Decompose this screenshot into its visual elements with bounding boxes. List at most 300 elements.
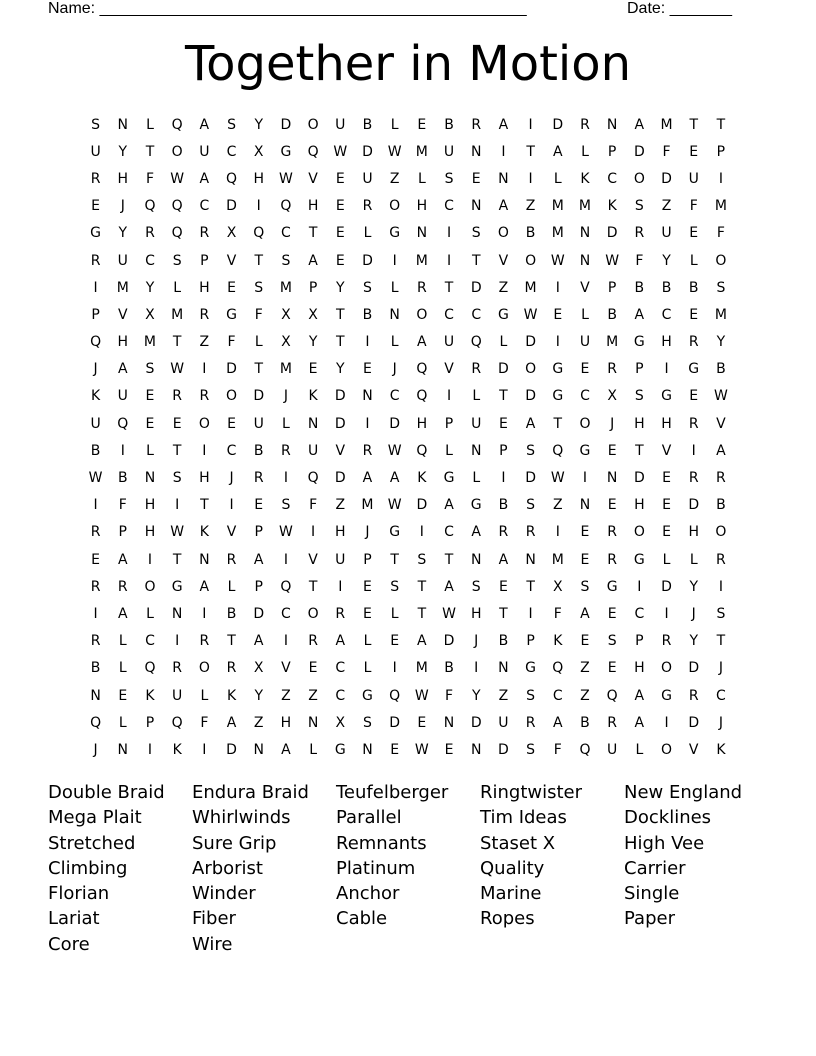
grid-letter: Q xyxy=(416,442,428,459)
grid-letter: S xyxy=(227,116,236,133)
grid-letter: F xyxy=(662,143,671,160)
grid-letter: Z xyxy=(199,334,210,351)
grid-letter: R xyxy=(661,633,672,650)
word-list-item: High Vee xyxy=(624,832,705,854)
grid-letter: X xyxy=(253,143,264,160)
grid-letter: X xyxy=(226,225,237,242)
grid-letter: S xyxy=(363,279,372,296)
grid-letter: Q xyxy=(117,415,129,432)
grid-letter: T xyxy=(444,279,454,296)
grid-letter: H xyxy=(661,334,672,351)
grid-letter: W xyxy=(605,252,620,269)
grid-letter: T xyxy=(227,633,236,650)
grid-letter: I xyxy=(528,605,533,622)
grid-letter: L xyxy=(390,279,399,296)
grid-letter: M xyxy=(415,660,428,677)
grid-letter: K xyxy=(553,633,563,650)
grid-letter: T xyxy=(145,143,155,160)
grid-letter: N xyxy=(389,306,400,323)
grid-row xyxy=(82,329,735,356)
grid-letter: G xyxy=(171,578,183,595)
grid-letter: L xyxy=(146,605,154,622)
word-list-item: Ropes xyxy=(480,908,535,930)
grid-letter: X xyxy=(253,660,264,677)
grid-letter: R xyxy=(199,388,210,405)
grid-letter: R xyxy=(199,225,210,242)
grid-letter: P xyxy=(444,415,454,432)
grid-letter: K xyxy=(145,687,155,704)
grid-letter: T xyxy=(390,551,399,568)
grid-letter: J xyxy=(610,415,615,432)
grid-letter: G xyxy=(525,660,537,677)
grid-letter: R xyxy=(226,551,237,568)
grid-letter: N xyxy=(362,741,373,758)
grid-letter: G xyxy=(579,442,591,459)
grid-letter: A xyxy=(552,143,563,160)
grid-letter: U xyxy=(607,741,618,758)
grid-letter: P xyxy=(607,143,617,160)
grid-letter: U xyxy=(307,442,319,459)
grid-letter: R xyxy=(362,442,373,459)
grid-letter: T xyxy=(526,578,535,595)
grid-letter: S xyxy=(471,578,481,595)
grid-letter: E xyxy=(308,660,318,677)
grid-letter: U xyxy=(199,143,210,160)
grid-letter: E xyxy=(335,225,345,242)
grid-letter: Q xyxy=(470,334,482,351)
grid-letter: P xyxy=(200,252,209,269)
grid-row xyxy=(82,247,735,274)
grid-letter: T xyxy=(308,225,318,242)
grid-letter: B xyxy=(444,116,454,133)
grid-letter: H xyxy=(199,470,210,487)
grid-letter: O xyxy=(198,415,210,432)
grid-letter: Y xyxy=(471,687,481,704)
grid-letter: P xyxy=(145,714,155,731)
grid-letter: A xyxy=(444,497,454,514)
grid-letter: A xyxy=(634,306,645,323)
grid-letter: P xyxy=(118,524,127,541)
grid-letter: V xyxy=(226,524,237,541)
grid-letter: K xyxy=(716,741,726,758)
grid-letter: P xyxy=(635,633,644,650)
word-list-item: Stretched xyxy=(48,832,136,854)
grid-letter: E xyxy=(662,497,671,514)
grid-letter: D xyxy=(226,198,237,215)
grid-letter: O xyxy=(226,388,238,405)
grid-letter: U xyxy=(688,170,699,187)
grid-letter: J xyxy=(120,198,125,215)
grid-letter: W xyxy=(550,252,565,269)
grid-letter: S xyxy=(526,741,536,758)
grid-letter: S xyxy=(363,714,372,731)
grid-letter: D xyxy=(470,714,482,731)
grid-letter: I xyxy=(283,470,288,487)
grid-letter: V xyxy=(308,551,318,568)
grid-letter: Q xyxy=(171,116,183,133)
grid-letter: U xyxy=(362,170,373,187)
date-field-label: Date: _______ xyxy=(627,0,732,17)
grid-letter: O xyxy=(661,660,673,677)
grid-letter: A xyxy=(634,714,645,731)
grid-letter: O xyxy=(579,415,591,432)
grid-letter: L xyxy=(227,578,236,595)
grid-letter: D xyxy=(416,497,428,514)
grid-letter: I xyxy=(93,497,98,514)
grid-letter: U xyxy=(335,551,346,568)
grid-letter: V xyxy=(281,660,291,677)
grid-letter: M xyxy=(116,279,129,296)
grid-letter: H xyxy=(634,415,645,432)
grid-letter: M xyxy=(551,198,564,215)
grid-letter: T xyxy=(200,497,209,514)
grid-letter: K xyxy=(417,470,427,487)
grid-letter: F xyxy=(689,198,698,215)
grid-letter: N xyxy=(498,170,509,187)
grid-letter: H xyxy=(416,415,428,432)
grid-letter: C xyxy=(444,524,454,541)
grid-letter: A xyxy=(580,605,590,622)
grid-letter: Z xyxy=(389,170,400,187)
grid-letter: A xyxy=(498,198,509,215)
grid-letter: H xyxy=(688,524,699,541)
grid-letter: R xyxy=(634,225,645,242)
grid-letter: W xyxy=(170,361,185,378)
grid-letter: Q xyxy=(280,578,292,595)
grid-letter: C xyxy=(199,198,210,215)
grid-letter: R xyxy=(281,442,291,459)
grid-letter: T xyxy=(172,442,182,459)
grid-letter: I xyxy=(419,524,424,541)
grid-letter: P xyxy=(526,633,535,650)
grid-letter: A xyxy=(471,524,481,541)
grid-letter: U xyxy=(443,334,455,351)
grid-letter: R xyxy=(199,306,210,323)
grid-letter: T xyxy=(716,116,726,133)
grid-letter: J xyxy=(718,660,723,677)
grid-letter: T xyxy=(336,334,345,351)
grid-letter: A xyxy=(417,633,427,650)
grid-letter: R xyxy=(471,361,482,378)
grid-letter: Y xyxy=(118,225,128,242)
grid-letter: Z xyxy=(661,198,672,215)
grid-letter: N xyxy=(470,551,482,568)
grid-letter: P xyxy=(254,578,263,595)
word-list-item: Parallel xyxy=(336,807,402,829)
grid-letter: X xyxy=(607,388,617,405)
grid-letter: I xyxy=(555,279,560,296)
grid-letter: B xyxy=(444,660,454,677)
grid-letter: A xyxy=(389,470,400,487)
grid-letter: G xyxy=(334,741,346,758)
grid-letter: W xyxy=(278,524,293,541)
grid-letter: R xyxy=(716,470,726,487)
grid-letter: D xyxy=(688,497,700,514)
grid-letter: O xyxy=(633,524,645,541)
word-list-item: Arborist xyxy=(192,857,263,879)
grid-row xyxy=(82,410,735,437)
grid-letter: D xyxy=(443,633,455,650)
grid-letter: U xyxy=(471,415,482,432)
grid-letter: D xyxy=(253,388,265,405)
grid-letter: J xyxy=(691,605,696,622)
grid-letter: N xyxy=(443,714,455,731)
grid-letter: L xyxy=(146,442,154,459)
grid-letter: A xyxy=(552,714,563,731)
grid-letter: E xyxy=(580,524,590,541)
grid-letter: Q xyxy=(144,660,156,677)
grid-letter: A xyxy=(199,578,210,595)
grid-letter: I xyxy=(202,442,207,459)
grid-letter: M xyxy=(279,361,292,378)
grid-letter: T xyxy=(635,442,644,459)
grid-letter: M xyxy=(524,279,537,296)
grid-letter: B xyxy=(498,497,509,514)
word-list-item: Teufelberger xyxy=(336,782,449,803)
grid-letter: C xyxy=(444,198,454,215)
grid-letter: Q xyxy=(90,334,102,351)
grid-letter: C xyxy=(335,660,346,677)
grid-letter: Y xyxy=(336,361,345,378)
grid-letter: W xyxy=(88,470,103,487)
grid-letter: E xyxy=(363,361,372,378)
grid-letter: W xyxy=(442,605,456,622)
grid-letter: D xyxy=(226,741,237,758)
grid-letter: V xyxy=(226,252,237,269)
grid-letter: U xyxy=(253,415,264,432)
grid-letter: A xyxy=(226,714,237,731)
grid-row xyxy=(82,138,735,165)
grid-letter: L xyxy=(363,225,372,242)
grid-letter: C xyxy=(226,143,237,160)
grid-letter: L xyxy=(417,170,426,187)
grid-letter: I xyxy=(283,551,288,568)
grid-letter: B xyxy=(525,225,536,242)
grid-letter: R xyxy=(253,470,264,487)
grid-letter: T xyxy=(417,578,427,595)
word-list-item: Florian xyxy=(48,883,110,905)
grid-letter: N xyxy=(525,551,536,568)
grid-letter: D xyxy=(389,714,401,731)
grid-letter: U xyxy=(117,252,128,269)
grid-letter: R xyxy=(90,252,101,269)
grid-letter: M xyxy=(171,306,184,323)
grid-letter: S xyxy=(580,578,590,595)
grid-letter: U xyxy=(661,225,672,242)
grid-letter: L xyxy=(635,741,644,758)
word-list-item: Whirlwinds xyxy=(192,807,291,829)
grid-letter: I xyxy=(555,334,560,351)
grid-letter: N xyxy=(579,252,591,269)
grid-letter: S xyxy=(417,551,427,568)
grid-letter: Y xyxy=(716,334,726,351)
grid-letter: C xyxy=(634,605,645,622)
grid-row xyxy=(82,464,735,491)
word-list-item: Docklines xyxy=(624,807,712,829)
grid-letter: I xyxy=(147,551,153,568)
grid-letter: R xyxy=(471,116,482,133)
grid-letter: H xyxy=(335,524,346,541)
grid-letter: B xyxy=(634,279,645,296)
grid-letter: G xyxy=(470,497,482,514)
grid-letter: G xyxy=(497,306,509,323)
grid-letter: L xyxy=(472,388,481,405)
grid-letter: C xyxy=(471,306,482,323)
grid-letter: I xyxy=(256,198,261,215)
grid-letter: I xyxy=(93,605,98,622)
grid-letter: V xyxy=(580,279,590,296)
grid-letter: S xyxy=(716,605,726,622)
grid-letter: E xyxy=(91,198,101,215)
grid-letter: I xyxy=(365,334,370,351)
grid-letter: H xyxy=(634,497,645,514)
grid-letter: O xyxy=(416,306,428,323)
grid-letter: J xyxy=(365,524,370,541)
grid-letter: W xyxy=(713,388,728,405)
grid-letter: P xyxy=(499,442,508,459)
grid-letter: N xyxy=(470,442,482,459)
grid-letter: F xyxy=(118,497,127,514)
grid-letter: O xyxy=(715,252,727,269)
word-list-item: Sure Grip xyxy=(192,832,277,854)
grid-letter: H xyxy=(280,714,292,731)
grid-letter: A xyxy=(716,442,726,459)
grid-letter: R xyxy=(90,524,101,541)
grid-letter: Y xyxy=(254,687,263,704)
grid-letter: Q xyxy=(552,660,564,677)
grid-letter: E xyxy=(662,470,671,487)
grid-letter: K xyxy=(91,388,101,405)
grid-letter: J xyxy=(392,361,397,378)
grid-letter: I xyxy=(229,497,234,514)
grid-row xyxy=(82,628,735,655)
grid-letter: G xyxy=(552,361,564,378)
grid-row xyxy=(82,546,735,573)
grid-letter: V xyxy=(498,252,509,269)
grid-letter: F xyxy=(227,334,236,351)
grid-letter: I xyxy=(338,578,343,595)
grid-letter: V xyxy=(661,442,672,459)
grid-letter: I xyxy=(446,388,452,405)
grid-letter: S xyxy=(390,578,400,595)
grid-letter: E xyxy=(689,143,699,160)
grid-letter: S xyxy=(526,497,536,514)
word-list-item: Anchor xyxy=(336,883,400,905)
grid-letter: G xyxy=(688,361,700,378)
grid-letter: Z xyxy=(308,687,318,704)
grid-letter: W xyxy=(414,741,429,758)
grid-letter: Z xyxy=(498,279,509,296)
grid-letter: D xyxy=(661,578,672,595)
grid-letter: E xyxy=(607,497,617,514)
grid-letter: E xyxy=(498,415,508,432)
grid-letter: I xyxy=(718,578,723,595)
grid-letter: T xyxy=(172,551,182,568)
grid-letter: E xyxy=(335,252,345,269)
grid-letter: Y xyxy=(689,633,698,650)
grid-letter: B xyxy=(226,605,237,622)
grid-row xyxy=(82,111,735,138)
grid-letter: E xyxy=(662,524,671,541)
grid-letter: M xyxy=(415,252,428,269)
grid-letter: V xyxy=(308,170,318,187)
grid-letter: Z xyxy=(498,687,509,704)
grid-letter: R xyxy=(226,660,237,677)
grid-letter: A xyxy=(417,334,427,351)
grid-letter: G xyxy=(389,524,401,541)
grid-letter: E xyxy=(91,551,101,568)
grid-letter: P xyxy=(716,143,726,160)
grid-letter: S xyxy=(607,633,617,650)
grid-letter: E xyxy=(145,388,155,405)
grid-letter: N xyxy=(579,497,591,514)
grid-letter: K xyxy=(607,198,617,215)
grid-letter: I xyxy=(311,524,316,541)
grid-row xyxy=(82,193,735,220)
grid-row xyxy=(82,600,735,627)
grid-letter: D xyxy=(389,415,401,432)
grid-letter: D xyxy=(226,361,237,378)
grid-letter: T xyxy=(254,252,263,269)
grid-letter: I xyxy=(120,442,125,459)
grid-letter: H xyxy=(199,279,210,296)
grid-letter: I xyxy=(664,714,669,731)
grid-letter: A xyxy=(117,551,128,568)
grid-letter: D xyxy=(552,116,564,133)
grid-letter: S xyxy=(526,687,536,704)
grid-letter: E xyxy=(580,361,590,378)
grid-letter: W xyxy=(387,442,402,459)
grid-letter: W xyxy=(333,143,348,160)
grid-letter: S xyxy=(145,361,155,378)
grid-letter: D xyxy=(362,252,373,269)
grid-letter: E xyxy=(227,415,236,432)
grid-letter: I xyxy=(582,470,588,487)
grid-letter: H xyxy=(307,198,319,215)
grid-letter: H xyxy=(144,524,156,541)
grid-letter: N xyxy=(470,143,482,160)
grid-letter: E xyxy=(498,578,508,595)
grid-letter: Q xyxy=(144,198,156,215)
grid-letter: L xyxy=(118,714,127,731)
grid-letter: J xyxy=(283,388,288,405)
word-list-item: Paper xyxy=(624,908,675,930)
grid-letter: L xyxy=(472,470,481,487)
grid-letter: A xyxy=(498,116,509,133)
grid-letter: N xyxy=(470,741,482,758)
grid-letter: C xyxy=(607,170,618,187)
grid-letter: D xyxy=(334,415,346,432)
grid-letter: T xyxy=(417,605,427,622)
grid-letter: U xyxy=(90,415,101,432)
grid-letter: I xyxy=(691,442,696,459)
grid-letter: L xyxy=(662,551,671,568)
grid-letter: J xyxy=(229,470,234,487)
grid-letter: R xyxy=(145,225,155,242)
grid-letter: L xyxy=(553,170,562,187)
grid-letter: E xyxy=(689,225,699,242)
word-list-item: Fiber xyxy=(192,908,236,930)
grid-letter: E xyxy=(607,660,617,677)
grid-letter: I xyxy=(93,279,98,296)
grid-letter: M xyxy=(606,334,619,351)
grid-letter: E xyxy=(254,497,264,514)
grid-letter: H xyxy=(117,334,129,351)
grid-letter: W xyxy=(170,170,185,187)
grid-letter: M xyxy=(714,198,727,215)
grid-letter: L xyxy=(363,660,372,677)
grid-letter: A xyxy=(634,116,645,133)
